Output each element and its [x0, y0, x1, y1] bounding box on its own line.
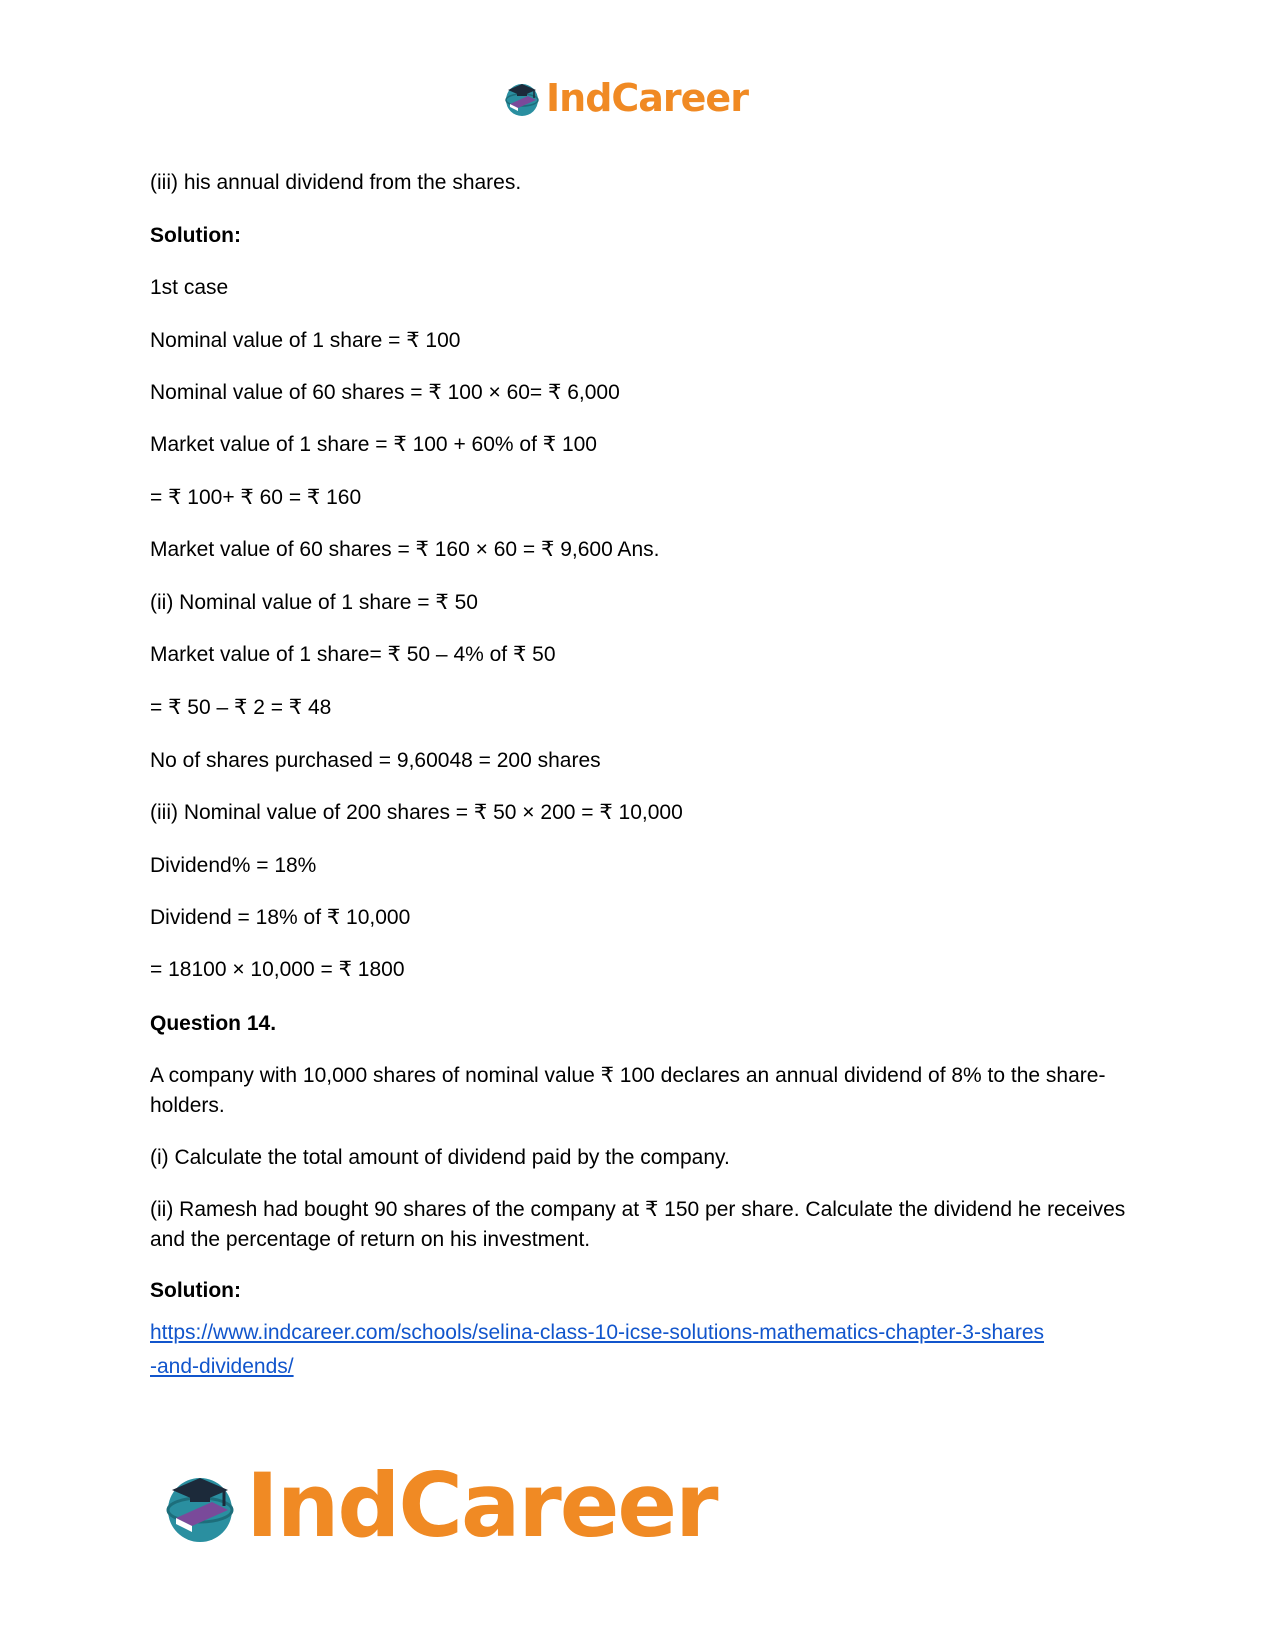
text-line: = ₹ 50 – ₹ 2 = ₹ 48: [150, 696, 332, 719]
logo-globe-icon: [502, 78, 542, 118]
solution-link-line-2[interactable]: -and-dividends/: [150, 1355, 294, 1378]
footer-logo-text: IndCareer: [246, 1454, 717, 1557]
text-line: Dividend = 18% of ₹ 10,000: [150, 906, 411, 929]
solution-heading: Solution:: [150, 224, 241, 247]
text-line: Nominal value of 60 shares = ₹ 100 × 60= ₹ 6,000: [150, 381, 620, 404]
text-line: Market value of 1 share= ₹ 50 – 4% of ₹ 50: [150, 643, 556, 666]
question-part: (ii) Ramesh had bought 90 shares of the company at ₹ 150 per share. Calculate the dividend he receives and the percentage of return on his investment.: [150, 1198, 1126, 1251]
question-part: (i) Calculate the total amount of dividend paid by the company.: [150, 1146, 730, 1169]
solution-heading: Solution:: [150, 1279, 241, 1302]
solution-link-line-1[interactable]: https://www.indcareer.com/schools/selina-class-10-icse-solutions-mathematics-chapter-3-shares: [150, 1321, 1045, 1344]
question-heading: Question 14.: [150, 1012, 277, 1035]
text-line: Market value of 60 shares = ₹ 160 × 60 = ₹ 9,600 Ans.: [150, 538, 660, 561]
text-line: No of shares purchased = 9,60048 = 200 shares: [150, 749, 601, 772]
text-line: (iii) Nominal value of 200 shares = ₹ 50 × 200 = ₹ 10,000: [150, 801, 683, 824]
header-logo: [502, 78, 748, 118]
header-logo-text: IndCareer: [546, 76, 748, 120]
text-line: 1st case: [150, 276, 229, 299]
logo-globe-icon: [160, 1466, 240, 1546]
text-line: = ₹ 100+ ₹ 60 = ₹ 160: [150, 486, 362, 509]
text-line: = 18100 × 10,000 = ₹ 1800: [150, 958, 405, 981]
question-text: A company with 10,000 shares of nominal value ₹ 100 declares an annual dividend of 8% to the share-holders.: [150, 1064, 1106, 1117]
text-line: Market value of 1 share = ₹ 100 + 60% of ₹ 100: [150, 433, 597, 456]
footer-logo: [160, 1454, 717, 1557]
text-line: (ii) Nominal value of 1 share = ₹ 50: [150, 591, 478, 614]
text-line: Nominal value of 1 share = ₹ 100: [150, 329, 461, 352]
text-line: Dividend% = 18%: [150, 854, 317, 877]
text-line: (iii) his annual dividend from the shares.: [150, 171, 522, 194]
